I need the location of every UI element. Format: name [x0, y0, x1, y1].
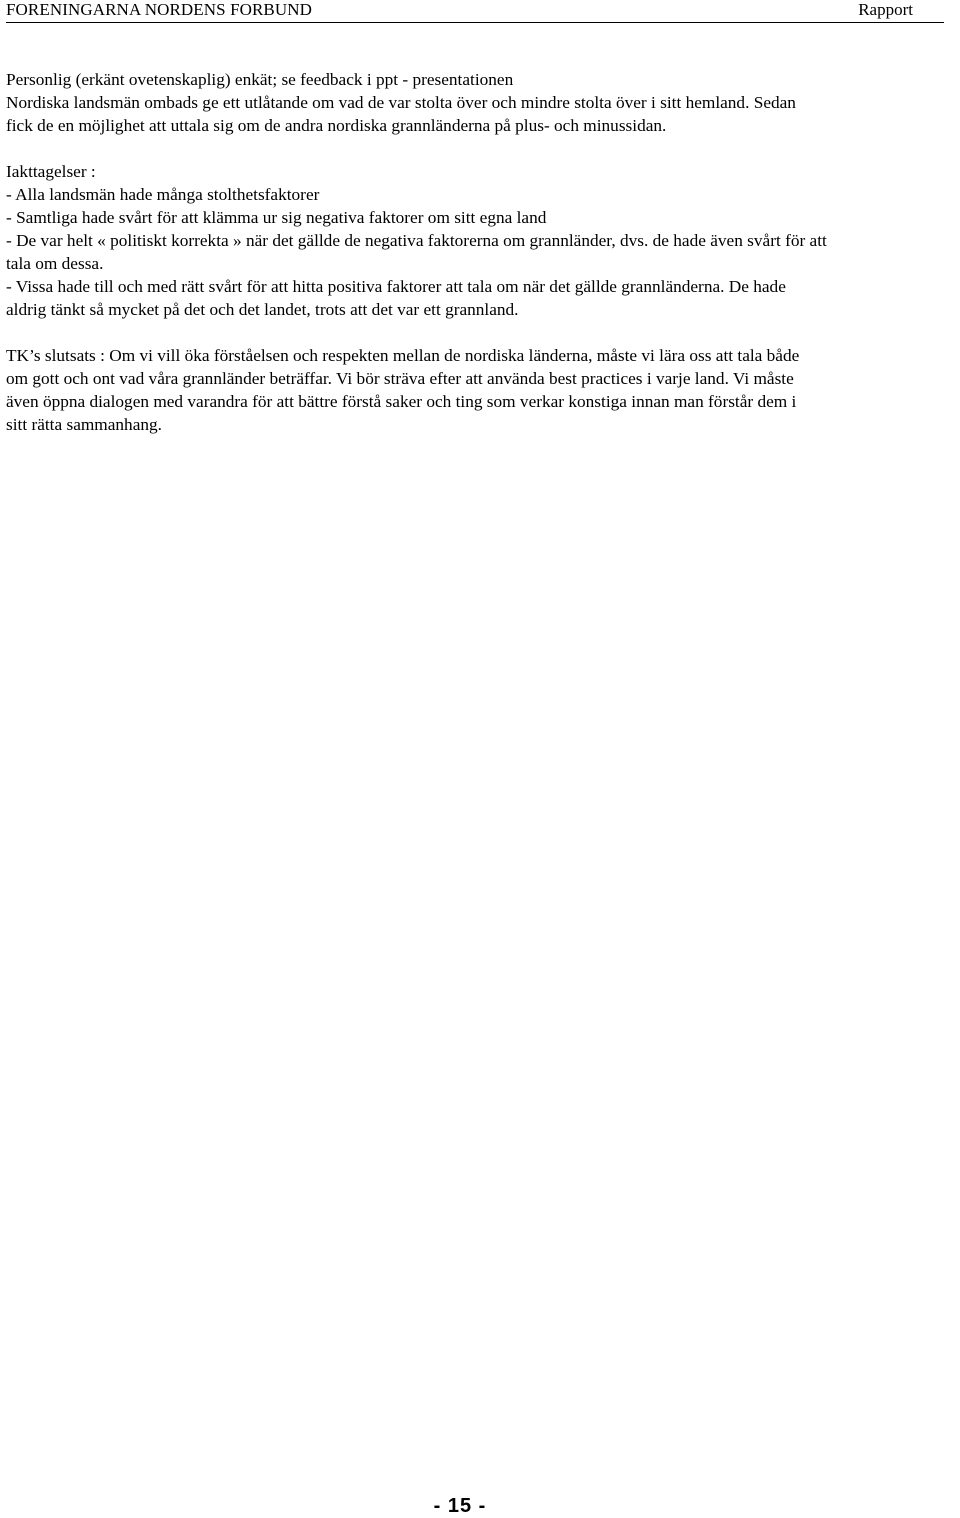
observation-line: - Samtliga hade svårt för att klämma ur sig negativa faktorer om sitt egna land: [6, 208, 547, 227]
observations-heading: Iakttagelser :: [6, 162, 96, 181]
observation-line: - Alla landsmän hade många stolthetsfaktorer: [6, 185, 320, 204]
observation-line: - De var helt « politiskt korrekta » när det gällde de negativa faktorerna om grannländer, dvs. de hade även svårt för att: [6, 231, 827, 250]
page-header: [6, 0, 944, 23]
conclusion-line: även öppna dialogen med varandra för att bättre förstå saker och ting som verkar konstiga innan man förstår dem i: [6, 392, 797, 411]
observation-line: tala om dessa.: [6, 254, 104, 273]
intro-line: Nordiska landsmän ombads ge ett utlåtande om vad de var stolta över och mindre stolta över i sitt hemland. Sedan: [6, 93, 796, 112]
paragraph-spacer: [6, 321, 956, 344]
conclusion-paragraph: [6, 344, 956, 436]
header-doc-type: Rapport: [858, 0, 913, 19]
conclusion-line: sitt rätta sammanhang.: [6, 415, 162, 434]
header-organization: FORENINGARNA NORDENS FORBUND: [6, 0, 313, 19]
page-body: [6, 68, 956, 436]
page-number: - 15 -: [433, 1495, 487, 1517]
intro-line: fick de en möjlighet att uttala sig om de andra nordiska grannländerna på plus- och minussidan.: [6, 116, 667, 135]
conclusion-line: om gott och ont vad våra grannländer beträffar. Vi bör sträva efter att använda best practices i varje land. Vi måste: [6, 369, 794, 388]
observation-line: aldrig tänkt så mycket på det och det landet, trots att det var ett grannland.: [6, 300, 519, 319]
observation-line: - Vissa hade till och med rätt svårt för att hitta positiva faktorer att tala om när det gällde grannländerna. De hade: [6, 277, 786, 296]
intro-paragraph: [6, 68, 956, 137]
observations-section: [6, 160, 956, 321]
conclusion-line: TK’s slutsats : Om vi vill öka förståelsen och respekten mellan de nordiska länderna, måste vi lära oss att tala både: [6, 346, 800, 365]
paragraph-spacer: [6, 137, 956, 160]
intro-line: Personlig (erkänt ovetenskaplig) enkät; se feedback i ppt - presentationen: [6, 70, 514, 89]
